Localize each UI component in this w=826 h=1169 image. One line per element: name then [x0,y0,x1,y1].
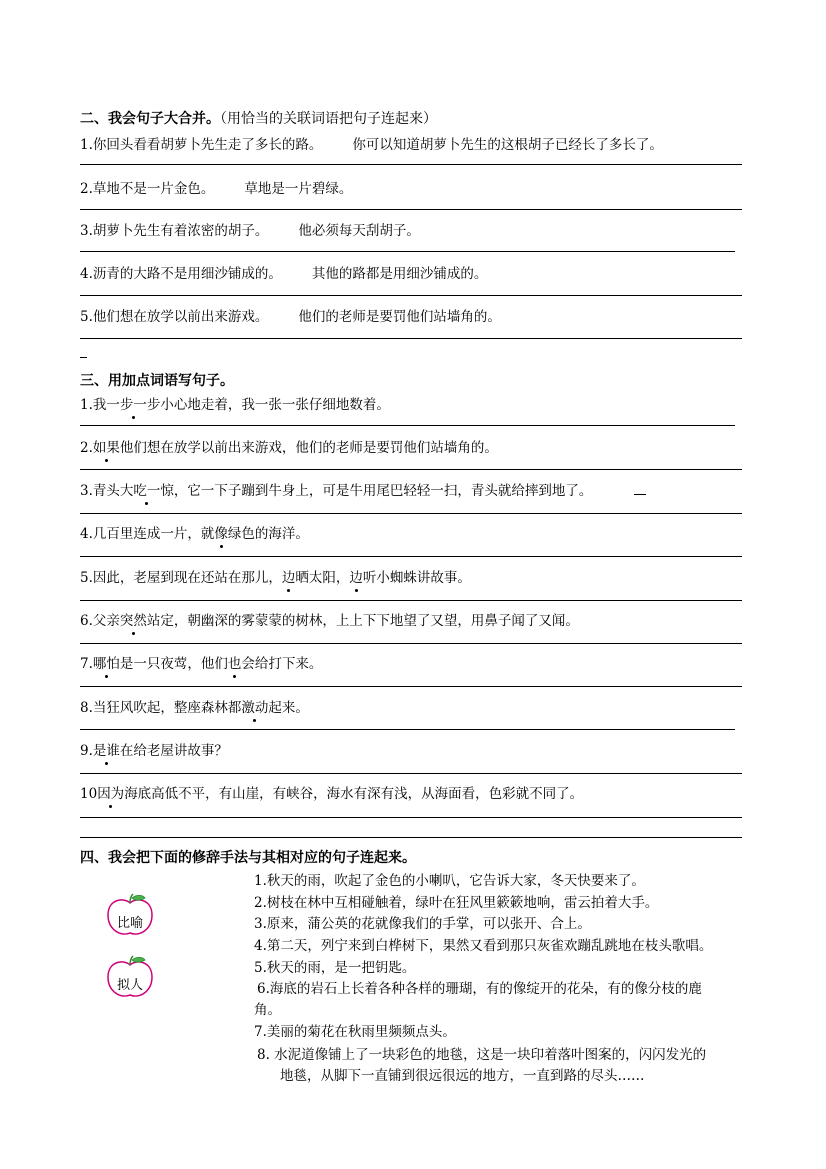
answer-line[interactable] [80,251,735,252]
section4-sentence-8-cont: 地毯，从脚下一直铺到很远很远的地方，一直到路的尽头…… [280,1068,645,1084]
emphasis-word: 大吃一惊 [120,479,174,499]
answer-line[interactable] [80,837,742,838]
section2-item-3: 3.胡萝卜先生有着浓密的胡子。 他必须每天刮胡子。 [80,223,420,239]
section3-item-9: 9.是谁在给老屋讲故事？ [80,739,228,759]
section3-item-6: 6.父亲突然站定，朝幽深的雾蒙蒙的树林，上上下下地望了又望，用鼻子闻了又闻。 [80,609,579,629]
emphasis-word: 突然 [120,609,147,629]
emphasis-word: 边 [349,566,363,586]
section3-item-2: 2.如果他们想在放学以前出来游戏，他们的老师是要罚他们站墙角的。 [80,436,498,456]
emphasis-word: 是谁 [93,739,120,759]
section3-item-5: 5.因此，老屋到现在还站在那儿，边晒太阳，边听小蜘蛛讲故事。 [80,566,471,586]
apple-label-text: 拟人 [116,978,143,993]
section4-sentence-8[interactable]: 8. 水泥道像铺上了一块彩色的地毯，这是一块印着落叶图案的，闪闪发光的 [257,1047,707,1063]
answer-line[interactable] [80,817,742,818]
section3-item-4: 4.几百里连成一片，就像绿色的海洋。 [80,522,309,542]
section2-item-4: 4.沥青的大路不是用细沙铺成的。 其他的路都是用细沙铺成的。 [80,266,488,282]
section2-title: 二、我会句子大合并。 [80,111,220,127]
section3-item-8: 8.当狂风吹起，整座森林都激动起来。 [80,696,309,716]
section2-item-1: 1.你回头看看胡萝卜先生走了多长的路。 你可以知道胡萝卜先生的这根胡子已经长了多长了。 [80,137,663,153]
section4-sentence-3[interactable]: 3.原来，蒲公英的花就像我们的手掌，可以张开、合上。 [254,916,591,932]
answer-line-stub [634,494,646,495]
emphasis-word: 激动 [241,696,268,716]
apple-label-text: 比喻 [116,916,143,931]
emphasis-word: 因为 [97,782,124,802]
section4-sentence-5[interactable]: 5.秋天的雨，是一把钥匙。 [254,960,416,976]
answer-line[interactable] [80,425,735,426]
emphasis-word: 如果 [93,436,120,456]
answer-line[interactable] [80,643,742,644]
apple-label-metaphor[interactable] [104,893,156,939]
section4-sentence-6[interactable]: 6.海底的岩石上长着各种各样的珊瑚，有的像绽开的花朵，有的像分枝的鹿 [257,981,702,997]
section2-item-5: 5.他们想在放学以前出来游戏。 他们的老师是要罚他们站墙角的。 [80,309,501,325]
section3-item-10: 10因为海底高低不平，有山崖，有峡谷，海水有深有浅，从海面看，色彩就不同了。 [80,782,583,802]
answer-line[interactable] [80,686,742,687]
emphasis-word: 像 [214,522,228,542]
answer-line[interactable] [80,600,742,601]
section4-sentence-2[interactable]: 2.树枝在林中互相碰触着，绿叶在狂风里簌簌地响，雷云拍着大手。 [254,895,659,911]
answer-line-stub [80,357,87,358]
answer-line[interactable] [80,556,742,557]
section4-sentence-6-cont: 角。 [254,1002,281,1018]
section2-heading [80,108,437,128]
section4-title: 四、我会把下面的修辞手法与其相对应的句子连起来。 [80,850,416,866]
apple-label-personification[interactable] [104,955,156,1001]
section4-sentence-7[interactable]: 7.美丽的菊花在秋雨里频频点头。 [254,1024,456,1040]
section3-title: 三、用加点词语写句子。 [80,373,234,389]
section4-sentence-1[interactable]: 1.秋天的雨，吹起了金色的小喇叭，它告诉大家，冬天快要来了。 [254,873,645,889]
emphasis-word: 边 [282,566,296,586]
answer-line[interactable] [80,295,742,296]
answer-line[interactable] [80,773,742,774]
answer-line[interactable] [80,164,742,165]
section4-heading [80,847,416,867]
emphasis-word: 哪怕 [93,652,120,672]
answer-line[interactable] [80,209,742,210]
section3-item-3: 3.青头大吃一惊，它一下子蹦到牛身上，可是牛用尾巴轻轻一扫，青头就给摔到地了。 [80,479,592,499]
emphasis-word: 一步一步 [106,393,160,413]
answer-line[interactable] [80,729,735,730]
section2-item-2: 2.草地不是一片金色。 草地是一片碧绿。 [80,181,353,197]
section2-note: （用恰当的关联词语把句子连起来） [220,111,437,127]
section3-heading [80,370,234,390]
section3-item-1: 1.我一步一步小心地走着，我一张一张仔细地数着。 [80,393,390,413]
emphasis-word: 也 [228,652,242,672]
answer-line[interactable] [80,338,742,339]
answer-line[interactable] [80,513,742,514]
section3-item-7: 7.哪怕是一只夜莺，他们也会给打下来。 [80,652,322,672]
answer-line[interactable] [80,469,742,470]
section4-sentence-4[interactable]: 4.第二天，列宁来到白桦树下，果然又看到那只灰雀欢蹦乱跳地在枝头歌唱。 [254,938,713,954]
